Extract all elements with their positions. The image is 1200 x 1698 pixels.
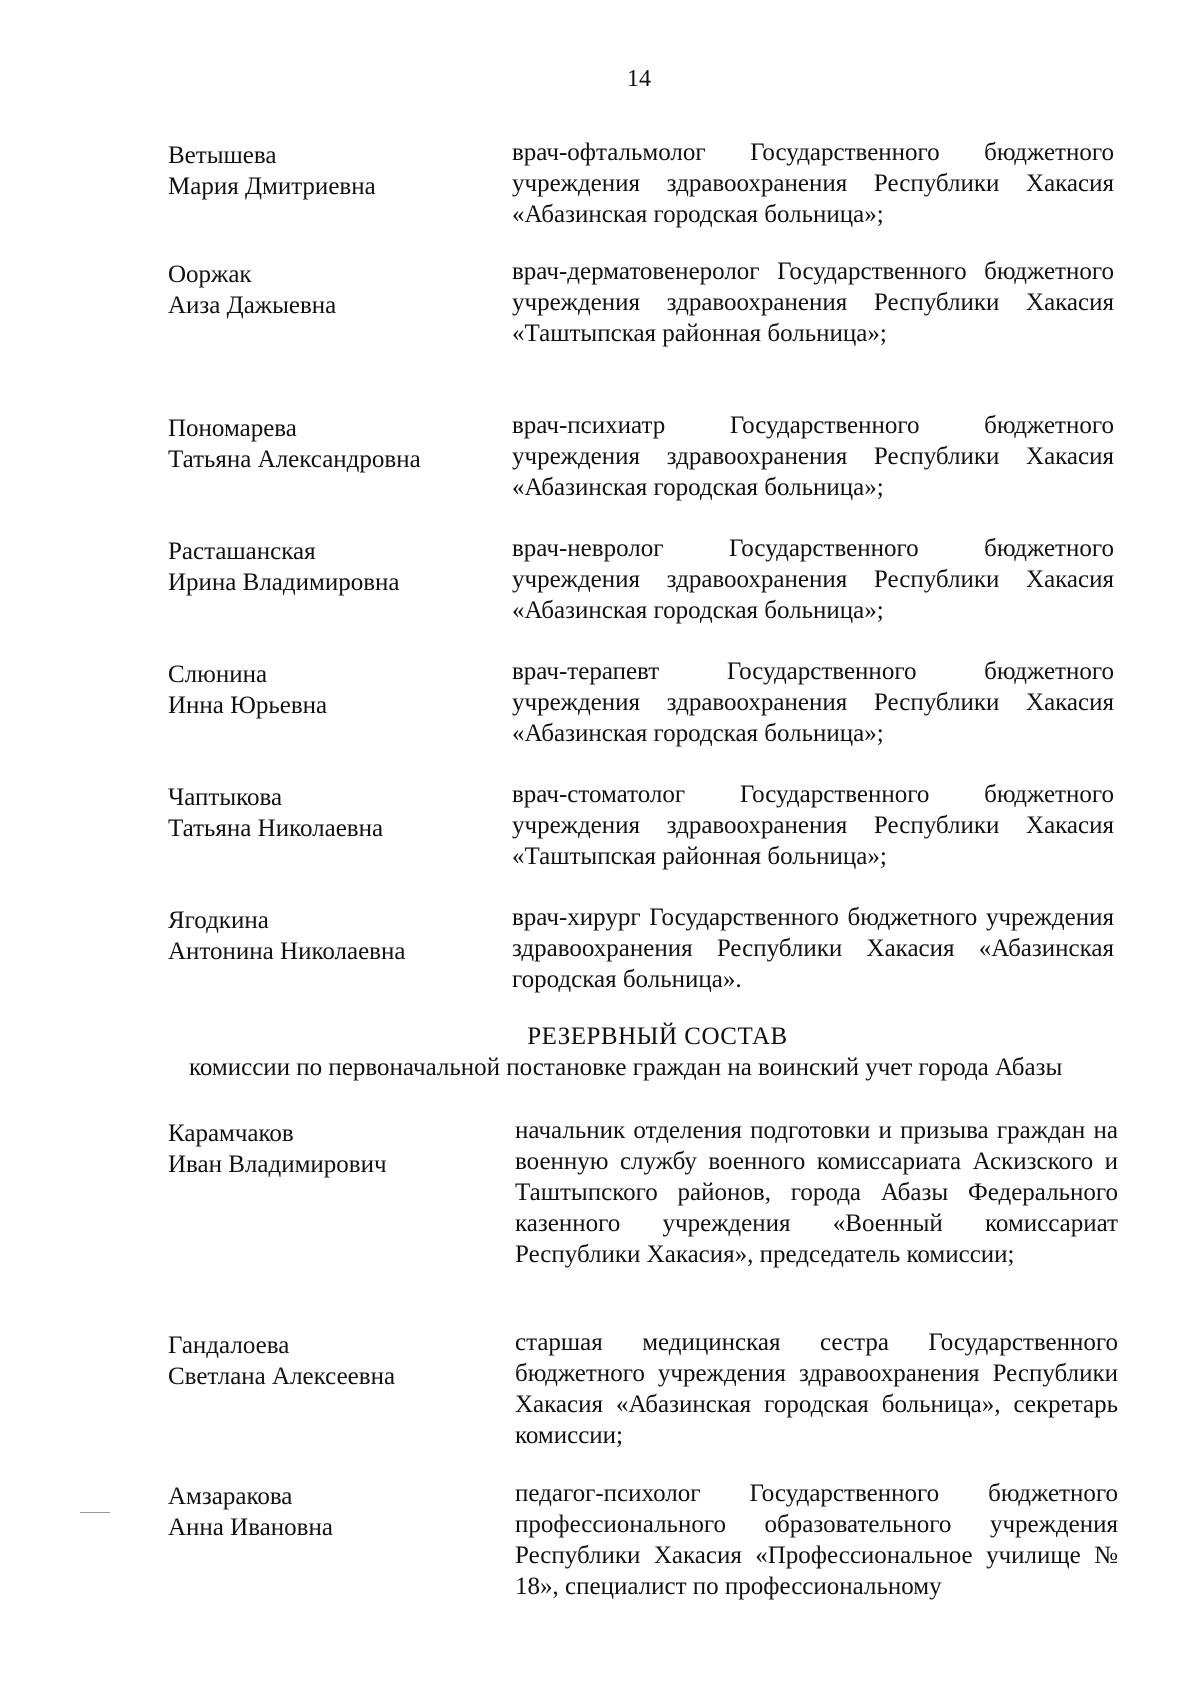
person-name [168,659,498,721]
surname: Расташанская [168,538,316,565]
surname: Ооржак [168,261,252,288]
given-name: Татьяна Николаевна [168,815,384,842]
surname: Амзаракова [168,1483,293,1510]
surname: Гандалоева [168,1332,290,1359]
position-description: врач-стоматолог Государственного бюджетного учреждения здравоохранения Республики Хакасия «Таштыпская районная больница»; [512,781,1114,870]
given-name: Антонина Николаевна [168,938,406,965]
position-description: врач-невролог Государственного бюджетного учреждения здравоохранения Республики Хакасия «Абазинская городская больница»; [512,535,1114,624]
section-subtitle: комиссии по первоначальной постановке граждан на воинский учет города Абазы [189,1054,1063,1081]
section-title: РЕЗЕРВНЫЙ СОСТАВ [527,1023,788,1050]
person-name [168,536,498,598]
scan-margin-mark [80,1512,110,1513]
person-name [168,905,498,967]
person-name [168,1118,498,1180]
person-name [168,782,498,844]
position-description: начальник отделения подготовки и призыва граждан на военную службу военного комиссариата Аскизского и Таштыпского районов, города Абазы Федерального казенного учреждения «Военный комиссариат Республики Хакасия», председатель комиссии; [515,1117,1118,1268]
given-name: Светлана Алексеевна [168,1363,396,1390]
surname: Пономарева [168,415,297,442]
given-name: Мария Дмитриевна [168,173,376,200]
position-description: старшая медицинская сестра Государственного бюджетного учреждения здравоохранения Республики Хакасия «Абазинская городская больница», секретарь комиссии; [515,1329,1118,1449]
surname: Карамчаков [168,1120,294,1147]
surname: Ягодкина [168,907,269,934]
person-name [168,1481,498,1543]
position-description: педагог-психолог Государственного бюджетного профессионального образовательного учреждения Республики Хакасия «Профессиональное училище № 18», специалист по профессиональному [515,1480,1118,1600]
position-description: врач-терапевт Государственного бюджетного учреждения здравоохранения Республики Хакасия «Абазинская городская больница»; [512,658,1114,747]
position-description: врач-хирург Государственного бюджетного учреждения здравоохранения Республики Хакасия «Абазинская городская больница». [512,904,1114,993]
given-name: Аиза Дажыевна [168,292,337,319]
position-description: врач-дерматовенеролог Государственного бюджетного учреждения здравоохранения Республики Хакасия «Таштыпская районная больница»; [512,258,1114,347]
person-name [168,140,498,202]
person-name [168,1330,498,1392]
position-description: врач-психиатр Государственного бюджетного учреждения здравоохранения Республики Хакасия «Абазинская городская больница»; [512,412,1114,501]
surname: Ветышева [168,142,277,169]
given-name: Ирина Владимировна [168,569,400,596]
page-number: 14 [627,66,651,92]
given-name: Анна Ивановна [168,1514,333,1541]
surname: Чаптыкова [168,784,283,811]
person-name [168,259,498,321]
given-name: Иван Владимирович [168,1151,387,1178]
position-description: врач-офтальмолог Государственного бюджетного учреждения здравоохранения Республики Хакасия «Абазинская городская больница»; [512,139,1114,228]
person-name [168,413,498,475]
given-name: Татьяна Александровна [168,446,421,473]
given-name: Инна Юрьевна [168,692,328,719]
surname: Слюнина [168,661,268,688]
